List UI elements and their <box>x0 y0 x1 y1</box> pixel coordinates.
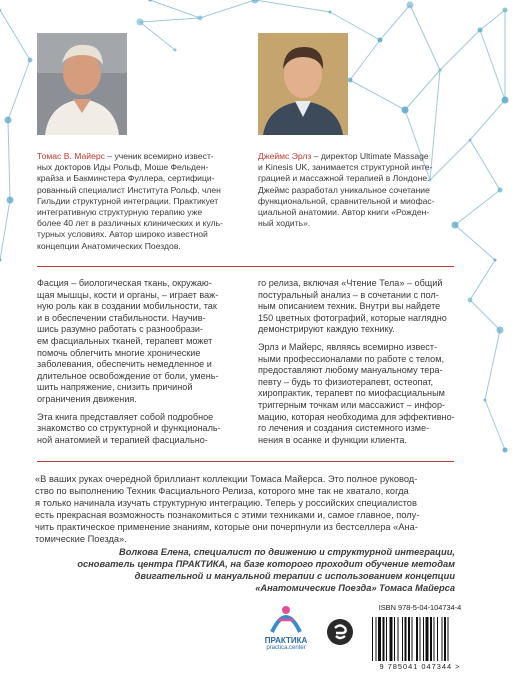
body-column-right <box>258 278 456 452</box>
text-line: триггерным точкам или массажист – инфор- <box>258 399 446 410</box>
network-line <box>455 190 500 225</box>
quote-line: есть прекрасная возможность познакомиться с этими техниками и, самое главное, полу- <box>35 509 420 520</box>
network-node <box>348 78 353 83</box>
text-line: предоставляют любому мануальному тера- <box>258 365 443 376</box>
author-name-myers: Томас В. Майерс <box>37 151 105 161</box>
network-node <box>468 298 473 303</box>
network-line <box>470 260 495 300</box>
barcode-bar <box>398 617 399 661</box>
barcode <box>368 615 472 663</box>
barcode-bar <box>434 617 435 661</box>
endorsement-quote <box>35 474 473 545</box>
network-line <box>0 10 30 60</box>
barcode-bar <box>378 617 381 661</box>
bio-line: рованный специалист Института Рольф, член <box>37 184 221 195</box>
network-line <box>350 80 405 110</box>
network-line <box>470 100 505 140</box>
text-line: помочь облегчить многие хронические <box>37 347 201 358</box>
barcode-bar <box>383 617 385 661</box>
barcode-bar <box>408 617 410 661</box>
quote-line: «В ваших руках очередной бриллиант коллекции Томаса Майерса. Это полное руковод- <box>35 474 418 484</box>
quote-line: я только начинала изучать структурную интеграцию. Теперь у российских специалистов <box>35 497 417 508</box>
signature-line: двигательной и мануальной терапии с использованием концепции <box>134 570 455 581</box>
barcode-bar <box>423 617 424 661</box>
author-name-earls: Джеймс Эрлз <box>258 151 312 161</box>
network-line <box>480 30 505 100</box>
barcode-bar <box>426 617 429 661</box>
network-node <box>149 0 152 2</box>
text-line: Эрлз и Майерс, являясь всемирно извест- <box>258 341 438 352</box>
bio-line: ный ходить». <box>258 218 311 229</box>
network-line <box>470 140 500 190</box>
text-line: мацию, которая необходима для эффективно- <box>258 411 455 422</box>
network-node <box>28 58 33 63</box>
bio-line: и Kinesis UK, занимается структурной инте- <box>258 162 433 173</box>
bio-line: крайза и Бакминстера Фуллера, сертифици- <box>37 173 215 184</box>
paragraph <box>37 278 235 406</box>
network-line <box>140 22 175 50</box>
network-line <box>410 5 440 70</box>
text-line: шись разумно работать с разнообрази- <box>37 324 203 335</box>
bio-line: интегративную структурную терапию уже <box>37 207 203 218</box>
network-node <box>503 448 508 453</box>
praktika-name: ПРАКТИКА <box>264 636 308 645</box>
network-line <box>485 330 500 400</box>
text-line: знакомство со структурной и функциональ- <box>37 423 221 434</box>
endorser-name: Волкова Елена, <box>118 547 192 557</box>
bio-line: функциональной, сравнительной и миофас- <box>258 195 435 206</box>
network-line <box>0 200 10 260</box>
barcode-bar <box>416 617 418 661</box>
bio-line: Гильдии структурной интеграции. Практикует <box>37 195 219 206</box>
signature-line: «Анатомические Поезда» Томаса Майерса <box>255 582 455 593</box>
network-node <box>494 259 497 262</box>
barcode-bar <box>386 617 387 661</box>
signature-line: основатель центра ПРАКТИКА, на базе которого проходит обучение методам <box>77 558 455 569</box>
photo-james-earls <box>258 33 348 135</box>
divider-bottom <box>37 461 454 462</box>
text-line: певту – будь то физиотерапевт, остеопат, <box>258 376 433 387</box>
network-node <box>402 107 409 114</box>
barcode-bar <box>442 617 443 661</box>
barcode-bar <box>402 617 403 661</box>
paragraph <box>37 412 235 447</box>
network-node <box>502 97 509 104</box>
praktika-url: practica.center <box>266 645 306 651</box>
network-line <box>485 400 505 450</box>
text-line: ную роль как в создании мобильности, так <box>37 301 217 312</box>
text-line: го лечения и создания системного изме- <box>258 423 430 434</box>
bio-line: – директор Ultimate Massage <box>311 151 429 161</box>
bio-thomas-myers <box>37 151 235 252</box>
network-line <box>480 10 505 30</box>
network-node <box>174 49 177 52</box>
network-node <box>497 327 504 334</box>
quote-line: чить практическое применение знаниям, которые они почерпнули из бестселлера «Ана- <box>35 521 418 532</box>
bio-line: концепции Анатомических Поездов. <box>37 240 181 251</box>
eksmo-logo-icon <box>326 618 354 646</box>
bio-line: ных докторов Иды Рольф, Моше Фельден- <box>37 162 209 173</box>
body-column-left <box>37 278 235 452</box>
text-line: 150 цветных фотографий, которые наглядно <box>258 312 447 323</box>
network-line <box>455 225 495 260</box>
network-line <box>380 5 410 40</box>
network-node <box>503 8 508 13</box>
bio-line: циальной анатомии. Автор книги «Рожден- <box>258 207 430 218</box>
text-line: нения в осанке и функции клиента. <box>258 434 407 445</box>
network-node <box>407 2 414 9</box>
bio-line: турных условиях. Автор широко известной <box>37 229 208 240</box>
text-line: ной анатомией и терапией фасциально- <box>37 434 208 445</box>
text-line: заболевания, обеспечить немедленное и <box>37 359 212 370</box>
barcode-bar <box>405 617 407 661</box>
network-line <box>200 0 255 18</box>
network-line <box>140 18 200 22</box>
text-line: постуральный анализ – в сочетании с пол- <box>258 289 439 300</box>
barcode-bar <box>437 617 438 661</box>
network-node <box>5 117 12 124</box>
isbn-text: ISBN 978-5-04-104734-4 <box>378 603 462 612</box>
praktika-logo <box>256 600 316 660</box>
barcode-number: 9 785041 047344 > <box>379 662 461 671</box>
network-line <box>150 0 200 18</box>
photo-thomas-myers <box>37 33 127 135</box>
text-line: ограничения движения. <box>37 393 137 404</box>
network-line <box>470 300 500 330</box>
network-node <box>478 28 483 33</box>
text-line: ными профессионалами по работе с телом, <box>258 353 444 364</box>
paragraph <box>258 278 456 336</box>
text-line: го релиза, включая «Чтение Тела» – общий <box>258 278 443 288</box>
quote-line: ство по выполнению Техник Фасциального Релиза, которого мне так не хватало, когда <box>35 485 409 496</box>
barcode-bar <box>430 617 432 661</box>
barcode-bar <box>376 617 377 661</box>
network-node <box>0 259 2 262</box>
quote-line: томические Поезда». <box>35 533 127 544</box>
barcode-bar <box>448 617 449 661</box>
network-line <box>8 120 10 200</box>
barcode-bar <box>412 617 413 661</box>
text-line: ным описанием техник. Внутри вы найдете <box>258 301 441 312</box>
bio-line: – ученик всемирно извест- <box>104 151 214 161</box>
bio-line: Джеймс разработал уникальное сочетание <box>258 184 430 195</box>
network-line <box>255 0 330 12</box>
barcode-bar <box>420 617 421 661</box>
text-line: и в обеспечении стабильности. Научив- <box>37 312 206 323</box>
bio-line: грацией и массажной терапией в Лондоне. <box>258 173 430 184</box>
divider-top <box>37 266 454 267</box>
bio-line: более 40 лет в различных клинических и куль- <box>37 218 223 229</box>
network-node <box>7 197 14 204</box>
endorsement-signature <box>60 547 455 595</box>
text-line: ем фасциальных тканей, терапевт может <box>37 335 213 346</box>
signature-line: специалист по движению и структурной интеграции, <box>191 547 455 557</box>
network-line <box>8 60 30 120</box>
barcode-bar <box>444 617 446 661</box>
network-node <box>198 16 203 21</box>
network-node <box>469 139 472 142</box>
network-node <box>378 38 383 43</box>
text-line: Эта книга представляет собой подробное <box>37 411 214 422</box>
barcode-bar <box>372 617 373 661</box>
network-node <box>439 69 442 72</box>
text-line: щая мышцы, кости и органы, – играет важ- <box>37 289 219 300</box>
network-line <box>440 30 480 70</box>
barcode-bar <box>394 617 395 661</box>
network-line <box>405 70 440 110</box>
network-line <box>350 40 380 80</box>
network-node <box>252 0 259 4</box>
network-node <box>137 19 144 26</box>
network-node <box>329 11 332 14</box>
paragraph <box>258 342 456 446</box>
network-node <box>0 9 2 12</box>
praktika-figure-icon <box>266 602 306 636</box>
text-line: шить напряжение, снизить причиной <box>37 382 193 393</box>
text-line: демонстрируют каждую технику. <box>258 324 395 335</box>
text-line: длительное освобождение от боли, умень- <box>37 370 219 381</box>
text-line: хиропрактик, терапевт по миофасциальным <box>258 388 445 399</box>
network-node <box>498 188 503 193</box>
text-line: Фасция – биологическая ткань, окружаю- <box>37 278 212 288</box>
network-node <box>484 399 487 402</box>
bio-james-earls <box>258 151 454 229</box>
barcode-bar <box>390 617 393 661</box>
